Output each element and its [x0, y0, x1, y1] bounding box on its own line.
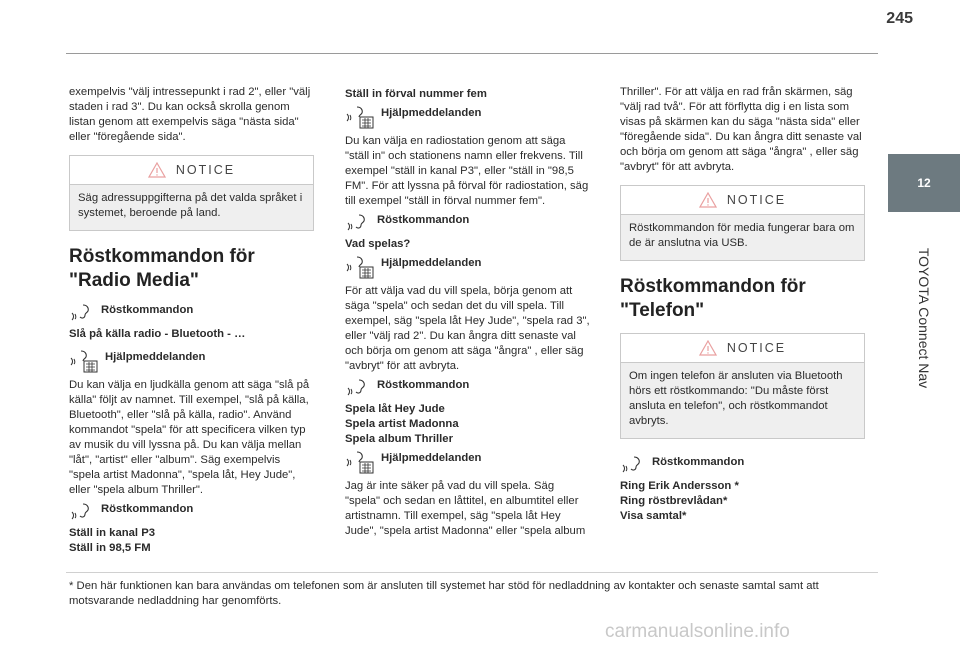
section-heading: Röstkommandon för "Telefon"	[620, 276, 806, 321]
help-message-row	[69, 348, 314, 374]
notice-box	[69, 155, 314, 231]
notice-box	[620, 185, 865, 261]
voice-command-text: Vad spelas?	[345, 238, 411, 250]
notice-title: NOTICE	[726, 340, 787, 355]
help-message-text: Du kan välja en ljudkälla genom att säga "slå på källa" följt av namnet. Till exempel, "slå på källa, Bluetooth", eller "slå på källa, radio". Använd kommandot "spela" för att specificera vilken typ av musik du vill lyssna på. Du kan välja mellan "låt", "artist" eller "album". Säg exempelvis "spela artist Madonna", "spela låt, Hey Jude", eller "spela album Thriller".	[69, 379, 310, 496]
column-3	[620, 85, 865, 524]
voice-command-row	[620, 453, 865, 475]
voice-command-row	[69, 301, 314, 323]
voice-command-label: Röstkommandon	[377, 214, 470, 226]
voice-command-row	[69, 500, 314, 522]
voice-command-label: Röstkommandon	[377, 379, 470, 391]
help-message-row	[345, 254, 590, 280]
voice-command-text: Slå på källa radio - Bluetooth - …	[69, 328, 246, 340]
notice-box	[620, 333, 865, 439]
column-1	[69, 85, 314, 556]
notice-title: NOTICE	[175, 162, 236, 177]
voice-command-text: Visa samtal*	[620, 510, 687, 522]
warning-triangle-icon	[699, 340, 717, 356]
voice-command-label: Röstkommandon	[101, 503, 194, 515]
voice-command-text: Ställ in 98,5 FM	[69, 542, 151, 554]
help-keyboard-icon	[345, 104, 375, 130]
help-message-label: Hjälpmeddelanden	[381, 452, 482, 464]
voice-command-row	[345, 376, 590, 398]
notice-header	[621, 334, 864, 363]
help-message-row	[345, 449, 590, 475]
help-message-label: Hjälpmeddelanden	[105, 351, 206, 363]
voice-command-icon	[69, 301, 95, 323]
voice-command-icon	[69, 500, 95, 522]
page-number: 245	[886, 10, 913, 27]
notice-header	[621, 186, 864, 215]
voice-command-icon	[345, 211, 371, 233]
intro-paragraph: exempelvis "välj intressepunkt i rad 2", eller "välj staden i rad 3". Du kan också skrolla genom listan genom att exempelvis säga "nästa sida" eller "föregående sida".	[69, 86, 311, 143]
column-2	[345, 87, 590, 539]
voice-command-text: Ring Erik Andersson *	[620, 480, 739, 492]
help-message-text: Du kan välja en radiostation genom att säga "ställ in" och stationens namn eller frekvens. Till exempel "ställ in kanal P3", eller "ställ in "98,5 FM". För att lyssna på förval för radiostation, säg till exempel "ställ in förval nummer fem".	[345, 135, 589, 207]
help-keyboard-icon	[345, 254, 375, 280]
voice-command-text: Ring röstbrevlådan*	[620, 495, 728, 507]
voice-command-text: Ställ in förval nummer fem	[345, 88, 487, 100]
voice-command-text: Spela låt Hey Jude	[345, 403, 445, 415]
help-keyboard-icon	[69, 348, 99, 374]
notice-header	[70, 156, 313, 185]
voice-command-text: Spela album Thriller	[345, 433, 453, 445]
warning-triangle-icon	[148, 162, 166, 178]
notice-title: NOTICE	[726, 192, 787, 207]
top-divider	[66, 53, 878, 54]
notice-text: Säg adressuppgifterna på det valda språket i systemet, beroende på land.	[70, 185, 313, 230]
watermark: carmanualsonline.info	[605, 621, 790, 642]
help-message-label: Hjälpmeddelanden	[381, 257, 482, 269]
warning-triangle-icon	[699, 192, 717, 208]
voice-command-text: Spela artist Madonna	[345, 418, 459, 430]
chapter-tab[interactable]: 12	[888, 154, 960, 212]
voice-command-row	[345, 211, 590, 233]
voice-command-icon	[345, 376, 371, 398]
help-message-text: För att välja vad du vill spela, börja genom att säga "spela" och sedan det du vill spela. Till exempel, säg "spela låt Hey Jude", "spela rad 3", eller "välj rad 2". Du kan ångra ditt senaste val och börja om genom att säga "ångra" , eller säg "avbryt" för att avbryta.	[345, 285, 590, 372]
notice-text: Om ingen telefon är ansluten via Bluetooth hörs ett röstkommando: "Du måste först ansluta en telefon", och röstkommandot avbryts.	[621, 363, 864, 438]
chapter-title: TOYOTA Connect Nav	[916, 247, 932, 389]
continued-paragraph: Thriller". För att välja en rad från skärmen, säg "välj rad två". För att förflytta dig i en lista som visas på skärmen kan du säga "nästa sida" eller "föregående sida". Du kan ångra ditt senaste val och börja om genom att säga "ångra" , eller säg "avbryt" för att avbryta.	[620, 86, 862, 173]
voice-command-text: Ställ in kanal P3	[69, 527, 156, 539]
help-message-label: Hjälpmeddelanden	[381, 107, 482, 119]
voice-command-label: Röstkommandon	[101, 304, 194, 316]
notice-text: Röstkommandon för media fungerar bara om de är anslutna via USB.	[621, 215, 864, 260]
footnote-divider	[66, 572, 878, 573]
help-message-text: Jag är inte säker på vad du vill spela. Säg "spela" och sedan en låttitel, en albumtitel eller artistnamn. Till exempel, säg "spela låt Hey Jude", "spela artist Madonna" eller "spela album	[345, 480, 586, 537]
voice-command-icon	[620, 453, 646, 475]
help-keyboard-icon	[345, 449, 375, 475]
help-message-row	[345, 104, 590, 130]
section-heading: Röstkommandon för "Radio Media"	[69, 246, 255, 291]
voice-command-label: Röstkommandon	[652, 456, 745, 468]
footnote: * Den här funktionen kan bara användas om telefonen som är ansluten till systemet har stöd för nedladdning av kontakter och senaste samtal samt att motsvarande nedladdning har genomförts.	[69, 580, 819, 607]
